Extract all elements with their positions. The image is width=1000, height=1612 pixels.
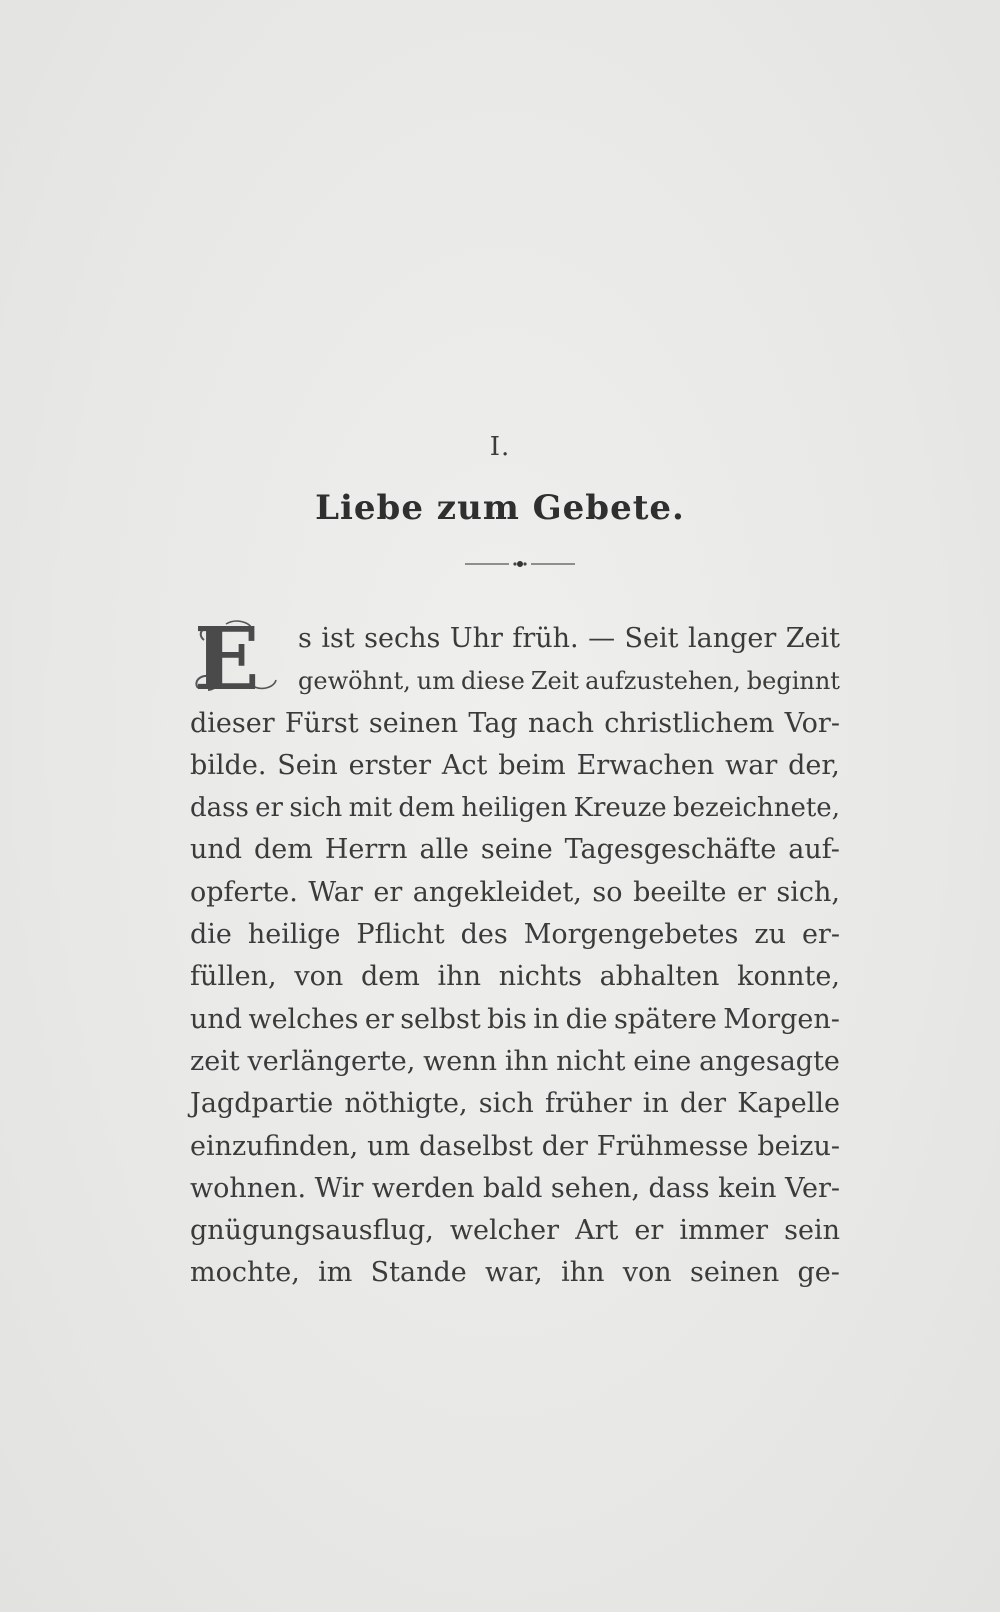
word: mochte, [190, 1257, 300, 1289]
word: welcher [449, 1215, 560, 1247]
word: er [736, 876, 766, 908]
word: Frühmesse [596, 1130, 749, 1162]
word: einzufinden, [190, 1130, 359, 1162]
word: dem [254, 834, 313, 866]
word: so [592, 876, 623, 908]
word: Morgen- [723, 1003, 840, 1035]
word: und [190, 1003, 243, 1035]
word: ihn [437, 961, 481, 993]
word: sechs [364, 623, 441, 654]
word: früher [544, 1088, 632, 1120]
word: Jagdpartie [190, 1088, 334, 1120]
word: welches [248, 1003, 359, 1035]
word: angesagte [699, 1045, 840, 1077]
word: er [364, 1003, 394, 1035]
chapter-number: I. [489, 432, 511, 462]
text-line-13 [190, 1126, 840, 1168]
word: gewöhnt, [298, 667, 411, 696]
word: aufzustehen, [585, 667, 741, 696]
word: der [541, 1130, 588, 1162]
word: bis [487, 1003, 527, 1035]
word: daselbst [419, 1130, 533, 1162]
word: opferte. [190, 876, 298, 908]
word: von [622, 1257, 672, 1289]
word: Pflicht [356, 919, 445, 951]
word: verlängerte, [247, 1045, 416, 1077]
text-line-9 [190, 956, 840, 998]
word: selbst [400, 1003, 481, 1035]
word: bilde. [190, 749, 267, 781]
word: ihn [504, 1045, 549, 1077]
word: ihn [561, 1257, 605, 1289]
word: von [294, 961, 344, 993]
word: abhalten [599, 961, 720, 993]
word: heiligen [461, 793, 568, 824]
word: wohnen. [190, 1172, 307, 1204]
word: gnügungsausflug, [190, 1215, 434, 1247]
word: zu [754, 919, 786, 951]
divider-ornament-icon [465, 556, 575, 572]
word: Herrn [324, 834, 408, 866]
word: Stande [370, 1257, 467, 1289]
word: War [308, 876, 363, 908]
text-line-4 [190, 745, 840, 787]
word: um [367, 1130, 411, 1162]
word: Kapelle [737, 1088, 840, 1120]
word: nöthigte, [344, 1088, 468, 1120]
word: zeit [190, 1045, 240, 1077]
word: und [190, 834, 243, 866]
word: in [533, 1003, 560, 1035]
word: beginnt [746, 667, 840, 696]
word: mit [348, 793, 393, 824]
word: nach [527, 707, 594, 739]
word: um [416, 667, 455, 696]
text-line-5 [190, 787, 840, 829]
word: seinen [689, 1257, 780, 1289]
word: er [634, 1215, 664, 1247]
word: eine [633, 1045, 692, 1077]
word: auf- [788, 834, 840, 866]
word: er [373, 876, 403, 908]
word: Uhr [449, 623, 503, 654]
word: kein [718, 1172, 777, 1204]
word: war [725, 749, 778, 781]
word: des [460, 919, 508, 951]
text-line-16 [190, 1252, 840, 1294]
word: spätere [613, 1003, 717, 1035]
word: früh. [512, 623, 579, 654]
word: dass [648, 1172, 710, 1204]
text-line-8 [190, 914, 840, 956]
word: alle [419, 834, 469, 866]
word: angekleidet, [412, 876, 582, 908]
word: bald [483, 1172, 543, 1204]
word: der [679, 1088, 727, 1120]
word: im [318, 1257, 353, 1289]
word: sich [289, 793, 343, 824]
word: christlichem [604, 707, 775, 739]
word: sich [478, 1088, 534, 1120]
word: wenn [423, 1045, 498, 1077]
text-line-3 [190, 703, 840, 745]
word: dem [398, 793, 456, 824]
word: sich, [776, 876, 840, 908]
word: seinen [368, 707, 459, 739]
word: immer [679, 1215, 769, 1247]
word: die [190, 919, 232, 951]
chapter-title: Liebe zum Gebete. [315, 488, 685, 528]
word: er [255, 793, 283, 824]
word: nichts [498, 961, 582, 993]
word: dass [190, 793, 249, 824]
word: Erwachen [576, 749, 715, 781]
word: in [642, 1088, 669, 1120]
word: Tagesgeschäfte [564, 834, 777, 866]
word: beim [498, 749, 566, 781]
text-line-12 [190, 1083, 840, 1125]
text-line-14 [190, 1168, 840, 1210]
text-line-11 [190, 1041, 840, 1083]
word: heilige [247, 919, 341, 951]
word: die [565, 1003, 608, 1035]
word: füllen, [190, 961, 277, 993]
word: beeilte [633, 876, 727, 908]
word: langer [687, 623, 777, 654]
word: Fürst [284, 707, 359, 739]
word: Zeit [530, 667, 580, 696]
drop-cap-letter: E [194, 609, 260, 710]
word: ge- [797, 1257, 840, 1289]
word: — [588, 623, 616, 654]
word: seine [480, 834, 553, 866]
word: Zeit [785, 623, 840, 654]
word: sein [784, 1215, 840, 1247]
word: Kreuze [573, 793, 667, 824]
word: Seit [624, 623, 679, 654]
word: Act [441, 749, 488, 781]
word: war, [485, 1257, 543, 1289]
word: s [298, 623, 312, 654]
word: ist [321, 623, 355, 654]
word: Tag [468, 707, 518, 739]
word: beizu- [757, 1130, 840, 1162]
word: Wir [314, 1172, 364, 1204]
text-line-15 [190, 1210, 840, 1252]
word: Art [575, 1215, 619, 1247]
text-line-6 [190, 829, 840, 871]
drop-cap [190, 609, 290, 710]
word: Morgengebetes [523, 919, 739, 951]
text-line-10 [190, 999, 840, 1041]
word: diese [461, 667, 525, 696]
word: nicht [556, 1045, 626, 1077]
word: bezeichnete, [672, 793, 840, 824]
body-text [190, 609, 840, 1295]
word: konnte, [737, 961, 840, 993]
word: werden [371, 1172, 475, 1204]
word: Sein [277, 749, 338, 781]
word: sehen, [550, 1172, 641, 1204]
word: erster [348, 749, 432, 781]
text-line-7 [190, 872, 840, 914]
word: der, [788, 749, 840, 781]
word: Ver- [784, 1172, 840, 1204]
word: dieser [190, 707, 275, 739]
word: dem [360, 961, 420, 993]
word: er- [801, 919, 840, 951]
word: Vor- [784, 707, 840, 739]
